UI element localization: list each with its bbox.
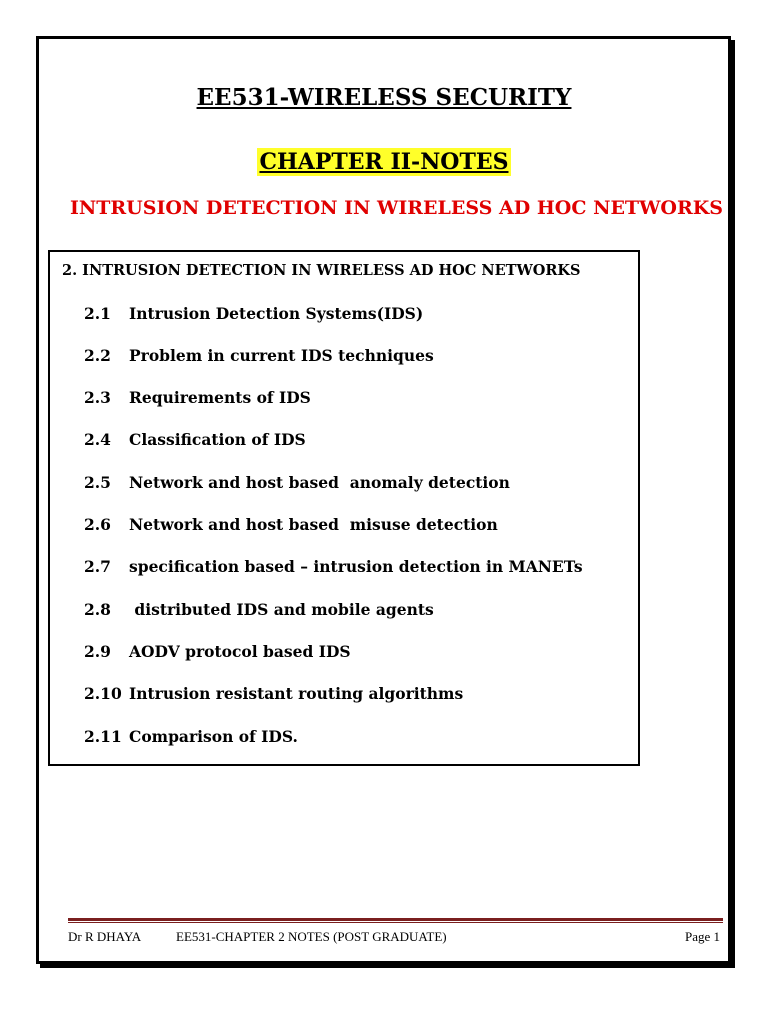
toc-item-number: 2.6 <box>84 515 111 534</box>
toc-item <box>84 642 351 661</box>
toc-item <box>84 473 510 492</box>
toc-item-number: 2.7 <box>84 557 111 576</box>
footer-rule <box>68 918 723 921</box>
toc-item <box>84 600 434 619</box>
toc-item <box>84 430 306 449</box>
toc-item-text: Comparison of IDS. <box>129 727 298 746</box>
toc-item <box>84 727 298 746</box>
subtitle-container <box>0 148 768 176</box>
toc-item <box>84 304 423 323</box>
toc-item-number: 2.10 <box>84 684 122 703</box>
chapter-subtitle: CHAPTER II-NOTES <box>259 149 509 175</box>
toc-item-number: 2.8 <box>84 600 111 619</box>
toc-item-text: Intrusion Detection Systems(IDS) <box>129 304 424 323</box>
toc-item-number: 2.1 <box>84 304 111 323</box>
toc-item-number: 2.2 <box>84 346 111 365</box>
toc-item <box>84 346 434 365</box>
toc-item-text: Network and host based anomaly detection <box>129 473 510 492</box>
footer-author: Dr R DHAYA <box>68 929 142 944</box>
toc-item <box>84 388 311 407</box>
toc-heading: 2. INTRUSION DETECTION IN WIRELESS AD HOC NETWORKS <box>62 262 581 279</box>
toc-item-text: specification based – intrusion detection in MANETs <box>129 557 583 576</box>
toc-item-text: Classification of IDS <box>129 430 306 449</box>
toc-item-number: 2.5 <box>84 473 111 492</box>
toc-item-text: Network and host based misuse detection <box>129 515 498 534</box>
table-of-contents <box>48 250 640 766</box>
toc-item-text: Problem in current IDS techniques <box>129 346 434 365</box>
toc-item <box>84 684 463 703</box>
toc-item-number: 2.11 <box>84 727 122 746</box>
footer-page-number: Page 1 <box>684 929 720 944</box>
footer-rule-thin <box>68 922 723 923</box>
toc-item-number: 2.3 <box>84 388 111 407</box>
toc-item-number: 2.4 <box>84 430 111 449</box>
toc-item-number: 2.9 <box>84 642 111 661</box>
toc-item-text: Requirements of IDS <box>129 388 311 407</box>
toc-item <box>84 515 498 534</box>
toc-item-text: AODV protocol based IDS <box>129 642 351 661</box>
toc-item-text: distributed IDS and mobile agents <box>129 600 434 619</box>
document-title: EE531-WIRELESS SECURITY <box>196 84 572 111</box>
chapter-heading: INTRUSION DETECTION IN WIRELESS AD HOC NETWORKS <box>70 197 723 219</box>
toc-item-text: Intrusion resistant routing algorithms <box>129 684 464 703</box>
footer-course: EE531-CHAPTER 2 NOTES (POST GRADUATE) <box>176 929 447 944</box>
toc-item <box>84 557 583 576</box>
